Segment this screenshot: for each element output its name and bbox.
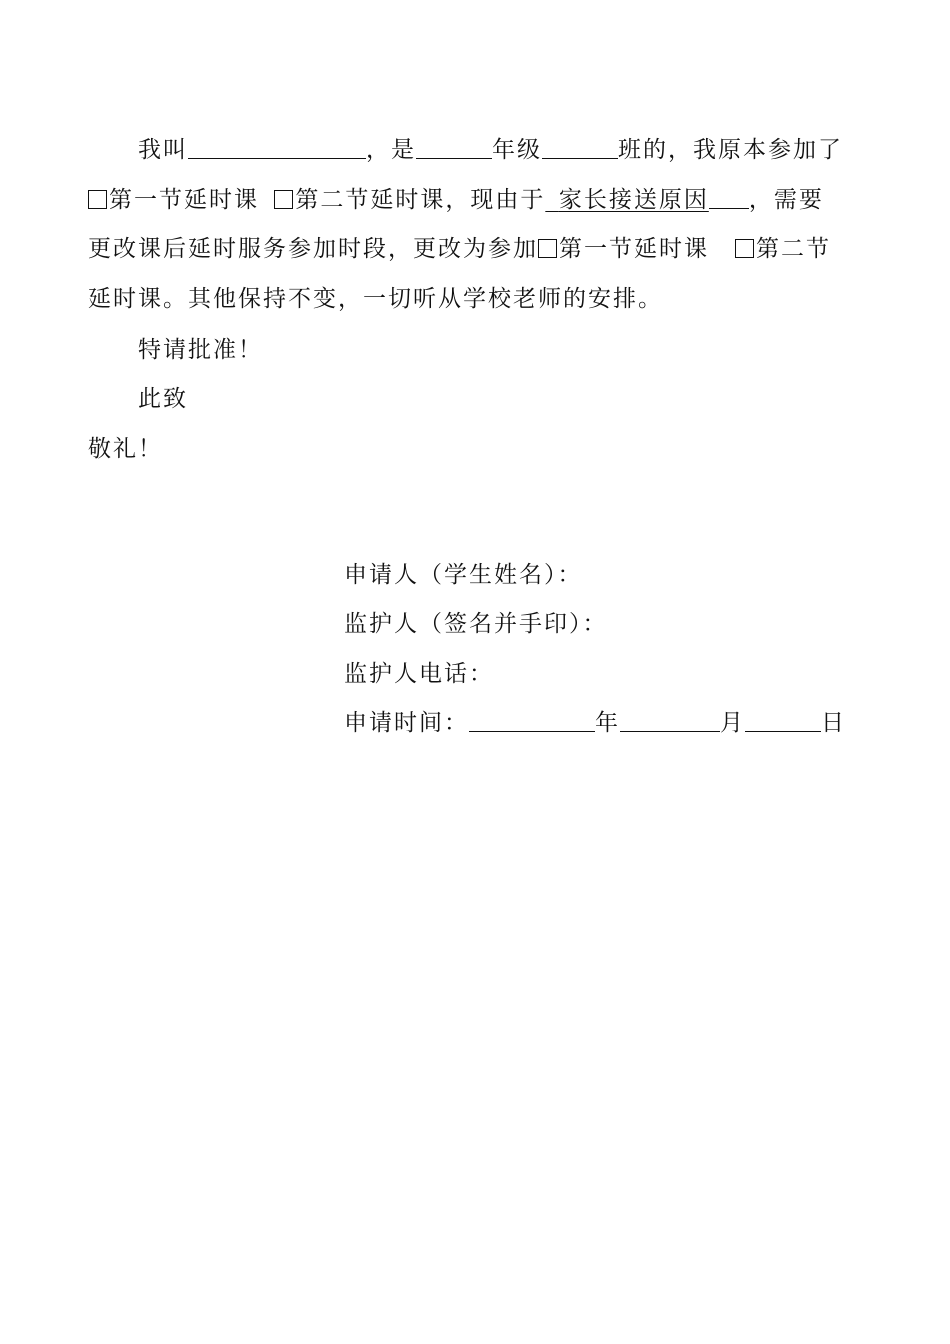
year-text: 年 bbox=[595, 710, 620, 736]
jingli-text: 敬礼！ bbox=[88, 436, 163, 462]
cizhi-text: 此致 bbox=[138, 386, 188, 412]
date-label: 申请时间： bbox=[344, 710, 469, 736]
name-blank[interactable] bbox=[188, 136, 366, 159]
original-second-session-label: 第二节延时课，现由于 bbox=[295, 187, 546, 213]
request-text: 特请批准！ bbox=[138, 337, 263, 363]
guardian-label: 监护人（签名并手印）： bbox=[344, 611, 608, 637]
guardian-phone-line bbox=[344, 659, 494, 689]
continuation-text: 延时课。其他保持不变，一切听从学校老师的安排。 bbox=[88, 286, 663, 312]
paragraph-line-1 bbox=[138, 135, 843, 165]
class-blank[interactable] bbox=[542, 136, 618, 159]
month-text: 月 bbox=[720, 710, 745, 736]
reason-underline-tail bbox=[709, 186, 749, 209]
grade-blank[interactable] bbox=[416, 136, 492, 159]
paragraph-line-2 bbox=[88, 185, 824, 215]
applicant-label: 申请人（学生姓名）： bbox=[344, 562, 583, 588]
comma-shi-text: ，是 bbox=[366, 137, 416, 163]
paragraph-line-4 bbox=[88, 284, 663, 314]
guardian-line bbox=[344, 609, 608, 639]
guardian-phone-label: 监护人电话： bbox=[344, 661, 494, 687]
month-blank[interactable] bbox=[620, 709, 720, 732]
grade-text: 年级 bbox=[492, 137, 542, 163]
cizhi-line bbox=[138, 384, 188, 414]
class-text: 班的，我原本参加了 bbox=[618, 137, 843, 163]
paragraph-line-3 bbox=[88, 234, 831, 264]
reason-field[interactable] bbox=[545, 187, 709, 213]
new-first-session-checkbox[interactable] bbox=[538, 239, 557, 258]
new-second-session-label: 第二节 bbox=[756, 236, 831, 262]
original-first-session-checkbox[interactable] bbox=[88, 190, 107, 209]
request-line bbox=[138, 335, 263, 365]
applicant-line bbox=[344, 560, 583, 590]
date-line bbox=[344, 708, 846, 738]
day-blank[interactable] bbox=[745, 709, 821, 732]
original-first-session-label: 第一节延时课 bbox=[109, 187, 259, 213]
day-text: 日 bbox=[821, 710, 846, 736]
reason-value: 家长接送原因 bbox=[558, 187, 709, 213]
new-first-session-label: 第一节延时课 bbox=[559, 236, 709, 262]
new-second-session-checkbox[interactable] bbox=[735, 239, 754, 258]
intro-text: 我叫 bbox=[138, 137, 188, 163]
year-blank[interactable] bbox=[469, 709, 595, 732]
jingli-line bbox=[88, 434, 163, 464]
change-text: 更改课后延时服务参加时段，更改为参加 bbox=[88, 236, 538, 262]
need-text: ，需要 bbox=[748, 187, 824, 213]
original-second-session-checkbox[interactable] bbox=[274, 190, 293, 209]
